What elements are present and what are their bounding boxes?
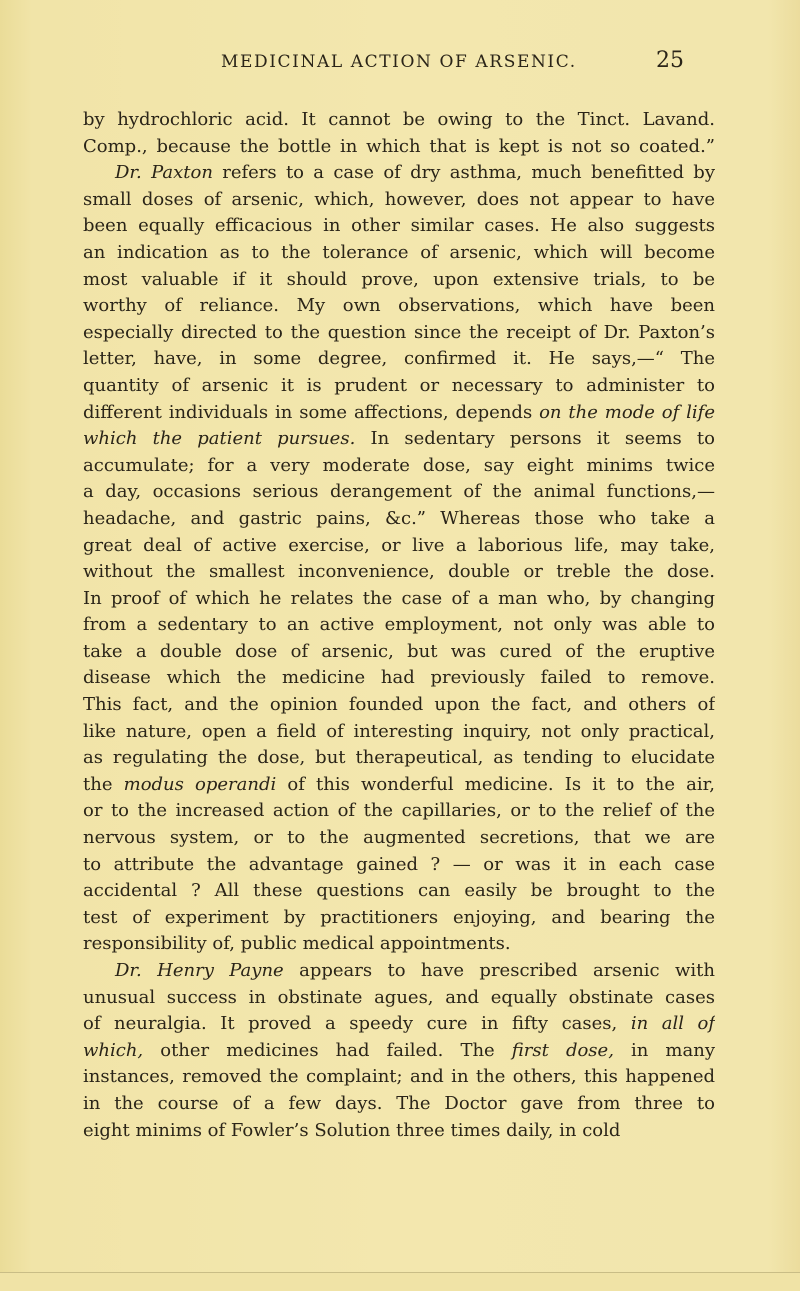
text-segment: or to the increased action of the capillaries, or to the relief of the (83, 800, 715, 822)
text-line (83, 320, 715, 347)
text-segment: worthy of reliance. My own observations, which have been (83, 295, 715, 317)
text-line (83, 745, 715, 772)
text-segment: In sedentary persons it seems to (355, 428, 715, 450)
text-line (83, 612, 715, 639)
page-header (0, 48, 800, 88)
text-segment: quantity of arsenic it is prudent or necessary to administer to (83, 374, 715, 396)
text-line (83, 586, 715, 613)
italic-text: which the patient pursues. (83, 428, 356, 450)
text-line (83, 1064, 715, 1091)
text-line (83, 533, 715, 560)
text-segment: In proof of which he relates the case of a man who, by changing (83, 587, 715, 609)
text-line (83, 213, 715, 240)
text-segment: like nature, open a field of interesting inquiry, not only practical, (83, 720, 715, 742)
text-line (83, 665, 715, 692)
text-segment: letter, have, in some degree, confirmed it. He says,—“ The (83, 348, 715, 370)
text-segment: by hydrochloric acid. It cannot be owing to the Tinct. Lavand. (83, 109, 715, 130)
text-line (83, 639, 715, 666)
text-line (83, 160, 715, 187)
text-segment: without the smallest inconvenience, double or treble the dose. (83, 561, 715, 583)
page-edge (0, 1272, 800, 1291)
text-line (83, 506, 715, 533)
text-line (83, 293, 715, 320)
page-number: 25 (656, 48, 684, 73)
text-line (83, 187, 715, 214)
text-segment: the (83, 773, 124, 795)
italic-text: modus operandi (123, 773, 277, 795)
text-segment: an indication as to the tolerance of arsenic, which will become (83, 241, 715, 263)
text-segment: Comp., because the bottle in which that is kept is not so coated.” (83, 135, 715, 157)
text-segment: accumulate; for a very moderate dose, say eight minims twice (83, 454, 715, 476)
text-segment: to attribute the advantage gained ? — or was it in each case (83, 853, 715, 875)
text-line (83, 772, 715, 799)
text-segment: most valuable if it should prove, upon extensive trials, to be (83, 268, 715, 290)
text-line (83, 852, 715, 879)
text-segment: of this wonderful medicine. Is it to the air, (276, 773, 715, 795)
text-segment: test of experiment by practitioners enjoying, and bearing the (83, 906, 715, 928)
text-line (83, 958, 715, 985)
text-line (83, 878, 715, 905)
italic-text: on the mode of life (539, 401, 715, 423)
text-line (83, 931, 715, 958)
text-segment: of neuralgia. It proved a speedy cure in fifty cases, (83, 1013, 631, 1035)
text-segment: a day, occasions serious derangement of the animal functions,— (83, 481, 715, 503)
running-head: MEDICINAL ACTION OF ARSENIC. (221, 52, 577, 72)
text-segment: nervous system, or to the augmented secretions, that we are (83, 827, 715, 849)
text-line (83, 479, 715, 506)
text-line (83, 373, 715, 400)
italic-text: which, (83, 1039, 144, 1061)
text-line (83, 400, 715, 427)
text-line (83, 1091, 715, 1118)
text-line (83, 1011, 715, 1038)
text-segment: This fact, and the opinion founded upon the fact, and others of (83, 694, 715, 716)
text-segment: unusual success in obstinate agues, and equally obstinate cases (83, 986, 715, 1008)
text-segment: appears to have prescribed arsenic with (283, 960, 715, 981)
text-line (83, 692, 715, 719)
text-line (83, 267, 715, 294)
text-segment: as regulating the dose, but therapeutical, as tending to elucidate (83, 747, 715, 769)
text-segment: been equally efficacious in other similar cases. He also suggests (83, 215, 715, 237)
text-segment: eight minims of Fowler’s Solution three times daily, in cold (83, 1119, 621, 1141)
text-line (83, 905, 715, 932)
text-line (83, 346, 715, 373)
italic-text: Dr. Paxton (115, 162, 213, 184)
text-line (83, 1038, 715, 1065)
text-segment: other medicines had failed. The (143, 1039, 512, 1061)
text-segment: instances, removed the complaint; and in the others, this happened (83, 1066, 715, 1088)
text-segment: different individuals in some affections, depends (83, 401, 540, 423)
text-segment: refers to a case of dry asthma, much benefitted by (212, 162, 715, 184)
body-text (83, 107, 715, 1144)
italic-text: Dr. Henry Payne (115, 960, 284, 981)
text-segment: in many (613, 1039, 715, 1061)
text-line (83, 559, 715, 586)
text-line (83, 453, 715, 480)
text-line (83, 798, 715, 825)
text-segment: in the course of a few days. The Doctor gave from three to (83, 1092, 715, 1114)
text-segment: headache, and gastric pains, &c.” Whereas those who take a (83, 507, 715, 529)
text-segment: disease which the medicine had previously failed to remove. (83, 667, 715, 689)
text-segment: accidental ? All these questions can easily be brought to the (83, 880, 715, 902)
italic-text: in all of (630, 1013, 715, 1035)
text-segment: take a double dose of arsenic, but was cured of the eruptive (83, 640, 715, 662)
text-line (83, 825, 715, 852)
text-segment: from a sedentary to an active employment, not only was able to (83, 614, 715, 636)
text-line (83, 134, 715, 161)
text-line (83, 1118, 715, 1145)
text-line (83, 719, 715, 746)
text-segment: especially directed to the question since the receipt of Dr. Paxton’s (83, 321, 715, 343)
text-line (83, 426, 715, 453)
italic-text: first dose, (511, 1039, 614, 1061)
text-segment: small doses of arsenic, which, however, does not appear to have (83, 188, 715, 210)
text-segment: responsibility of, public medical appointments. (83, 933, 511, 955)
text-line (83, 240, 715, 267)
text-segment: great deal of active exercise, or live a laborious life, may take, (83, 534, 715, 556)
text-line (83, 107, 715, 134)
text-line (83, 985, 715, 1012)
